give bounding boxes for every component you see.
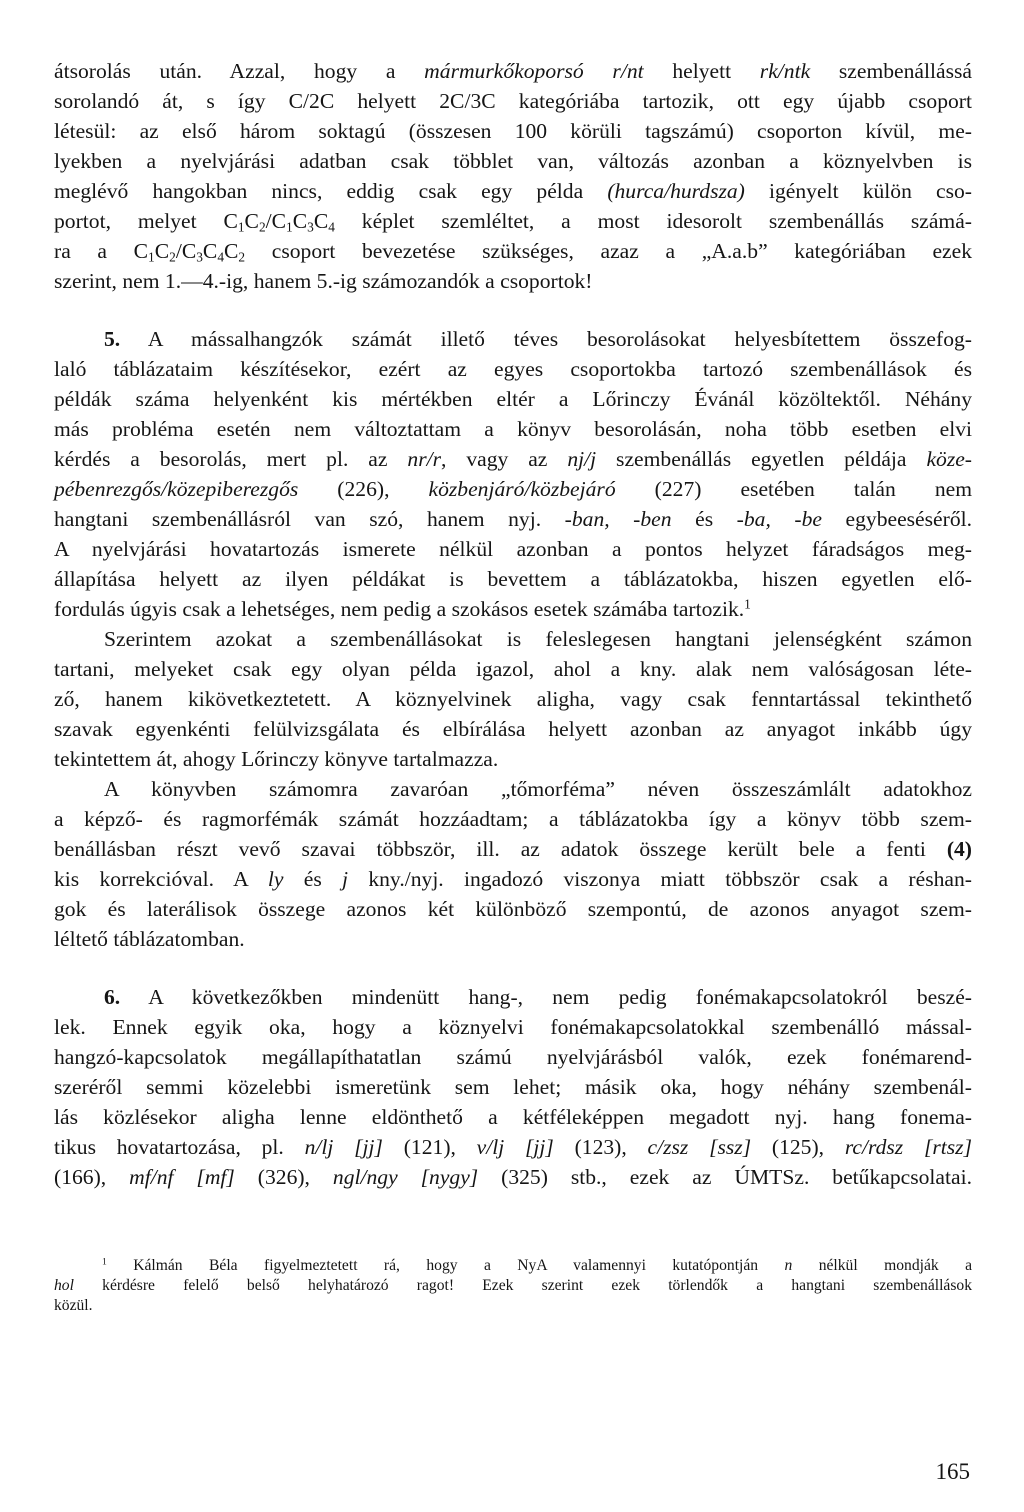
paragraph-line: laló táblázataim készítésekor, ezért az egyes csoportokba tartozó szembenállások és [54, 357, 972, 381]
paragraph-line: tikus hovatartozása, pl. n/lj [jj] (121), v/lj [jj] (123), c/zsz [ssz] (125), rc/rdsz [rtsz] [54, 1135, 972, 1159]
paragraph-line: Szerintem azokat a szembenállásokat is feleslegesen hangtani jelenségként számon [104, 627, 972, 651]
section-number: 6. [104, 985, 121, 1009]
paragraph-line: lek. Ennek egyik oka, hogy a köznyelvi fonémakapcsolatokkal szembenálló mással- [54, 1015, 972, 1039]
paragraph-line: lyekben a nyelvjárási adatban csak többlet van, változás azonban a köznyelvben is [54, 149, 972, 173]
paragraph-line: léltető táblázatomban. [54, 927, 245, 951]
paragraph-line: (166), mf/nf [mf] (326), ngl/ngy [nygy] (325) stb., ezek az ÚMTSz. betűkapcsolatai. [54, 1165, 972, 1189]
paragraph-line: a képző- és ragmorfémák számát hozzáadtam; a táblázatokba így a könyv több szem- [54, 807, 972, 831]
paragraph-line: más probléma esetén nem változtattam a könyv besorolásán, noha több esetben elvi [54, 417, 972, 441]
formula: portot, melyet $C_1C_2/C_1C_3C_4$ [54, 209, 335, 235]
paragraph-line: példák száma helyenként kis mértékben eltér a Lőrinczy Évánál közöltektől. Néhány [54, 387, 972, 411]
footnote-reference[interactable]: 1 [744, 596, 751, 612]
paragraph-line: lás közlésekor aligha lenne eldönthető a kétféleképpen megadott nyj. hang fonema- [54, 1105, 972, 1129]
paragraph-line: szeréről semmi közelebbi ismeretünk sem lehet; másik oka, hogy néhány szembenál- [54, 1075, 972, 1099]
page-number: 165 [935, 1459, 970, 1484]
paragraph-line: szerint, nem 1.—4.-ig, hanem 5.-ig számozandók a csoportok! [54, 269, 593, 293]
paragraph-line: kérdés a besorolás, mert pl. az nr/r, vagy az nj/j szembenállás egyetlen példája köze- [54, 447, 972, 471]
paragraph-line: benállásban részt vevő szavai többször, ill. az adatok összege került bele a fenti (4) [54, 837, 972, 861]
paragraph-line: állapítása helyett az ilyen példákat is bevettem a táblázatokba, hiszen egyetlen elő- [54, 567, 972, 591]
paragraph-line: átsorolás után. Azzal, hogy a mármurkőkoporsó r/nt helyett rk/ntk szembenállássá [54, 59, 972, 83]
footnote-line: hol kérdésre felelő belső helyhatározó ragot! Ezek szerint ezek törlendők a hangtani szembenállások [54, 1277, 972, 1294]
paragraph-line: pébenrezgős/közepiberezgős (226), közbenjáró/közbejáró (227) esetében talán nem [54, 477, 973, 501]
section-5-heading-line: 5. A mássalhangzók számát illető téves besorolásokat helyesbítettem összefog- [104, 327, 972, 351]
footnote-marker: 1 [102, 1256, 107, 1268]
paragraph-line: ző, hanem kikövetkeztetett. A köznyelvinek aligha, vagy csak fenntartással tekinthető [54, 687, 972, 711]
paragraph-line: fordulás úgyis csak a lehetséges, nem pedig a szokásos esetek számába tartozik.$^1$ [54, 596, 751, 621]
paragraph-line: meglévő hangokban nincs, eddig csak egy példa (hurca/hurdsza) igényelt külön cso- [54, 179, 972, 203]
footnote-line: közül. [54, 1297, 93, 1314]
paragraph-line: A könyvben számomra zavaróan „tőmorféma” néven összeszámlált adatokhoz [104, 777, 972, 801]
section-number: 5. [104, 327, 121, 351]
paragraph-line: portot, melyet $C_1C_2/C_1C_3C_4$ képlet szemléltet, a most idesorolt szembenállás számá- [54, 209, 972, 235]
paragraph-line: A nyelvjárási hovatartozás ismerete nélkül azonban a pontos helyzet fáradságos meg- [54, 537, 972, 561]
paragraph-line: hangzó-kapcsolatok megállapíthatatlan számú nyelvjárásból valók, ezek fonémarend- [54, 1045, 972, 1069]
paragraph-line: gok és laterálisok összege azonos két különböző szempontú, de azonos anyagot szem- [54, 897, 972, 921]
paragraph-line: szavak egyenkénti felülvizsgálata és elbírálása helyett azonban az anyagot inkább úgy [54, 717, 972, 741]
footnote-line: $^1$ Kálmán Béla figyelmeztetett rá, hogy a NyA valamennyi kutatópontján n nélkül mondják a [102, 1256, 973, 1274]
paragraph-line: kis korrekcióval. A ly és j kny./nyj. ingadozó viszonya miatt többször csak a réshan- [54, 867, 972, 891]
paragraph-line: tekintettem át, ahogy Lőrinczy könyve tartalmazza. [54, 747, 499, 771]
paragraph-line: hangtani szembenállásról van szó, hanem nyj. -ban, -ben és -ba, -be egybeeséséről. [54, 507, 973, 531]
paragraph-line: ra a $C_1C_2/C_3C_4C_2$ csoport bevezetése szükséges, azaz a „A.a.b” kategóriában ezek [54, 239, 972, 265]
formula: ra a $C_1C_2/C_3C_4C_2$ [54, 239, 246, 265]
section-6-heading-line: 6. A következőkben mindenütt hang-, nem pedig fonémakapcsolatokról beszé- [104, 985, 972, 1009]
paragraph-line: létesül: az első három soktagú (összesen 100 körüli tagszámú) csoporton kívül, me- [54, 119, 972, 143]
paragraph-line: tartani, melyeket csak egy olyan példa igazol, ahol a kny. alak nem valóságosan léte- [54, 657, 972, 681]
paragraph-line: sorolandó át, s így C/2C helyett 2C/3C kategóriába tartozik, ott egy újabb csoport [54, 89, 972, 113]
